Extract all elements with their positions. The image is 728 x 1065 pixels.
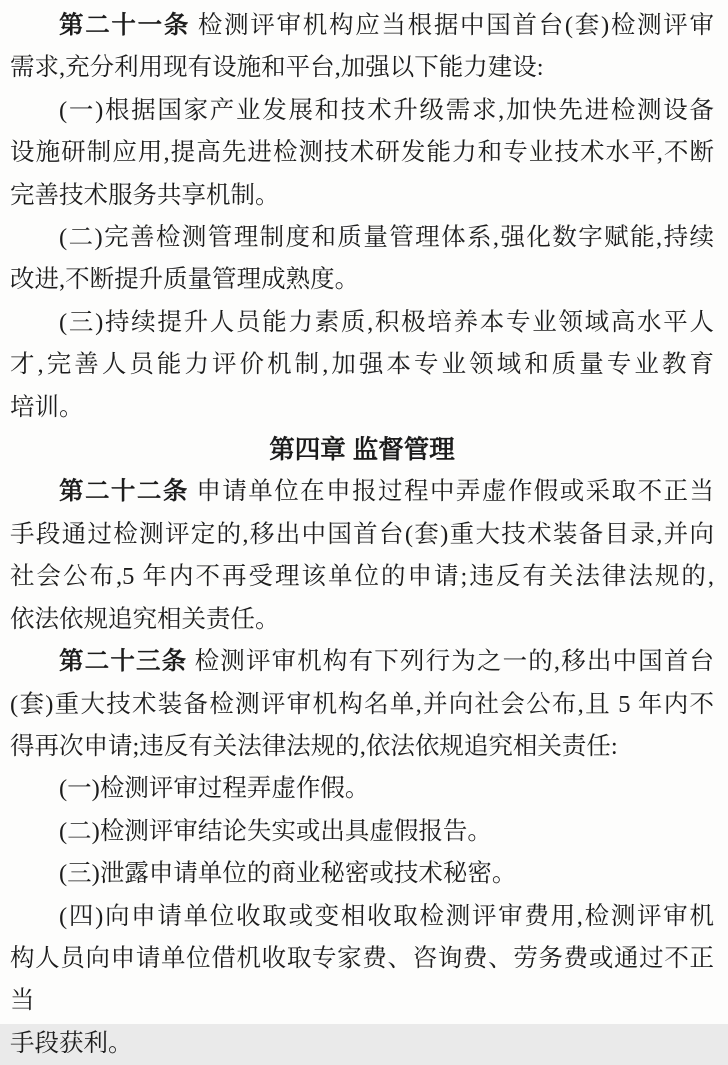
- article-21-line-1: [10, 5, 714, 47]
- body-text: 检测评审机构有下列行为之一的,移出中国首台: [187, 648, 715, 676]
- article-22-line-3: [10, 556, 714, 598]
- body-text: 申请单位在申报过程中弄虚作假或采取不正当: [188, 478, 715, 506]
- article-22-line-4: [10, 599, 714, 641]
- article-23-item-4-line-2: [10, 938, 714, 1023]
- article-21-item-2-line-2: [10, 259, 714, 301]
- body-text: (二)完善检测管理制度和质量管理体系,强化数字赋能,持续: [59, 224, 714, 252]
- bold-label-text: 第二十二条: [59, 478, 189, 506]
- bold-label-text: 第二十三条: [59, 648, 188, 676]
- body-text: 检测评审机构应当根据中国首台(套)检测评审: [190, 12, 714, 39]
- article-21-item-1-line-1: [10, 90, 714, 132]
- body-text: 手段获利。: [10, 1029, 133, 1057]
- article-23-item-4-line-1: [10, 896, 714, 938]
- body-text: 得再次申请;违反有关法律法规的,依法依规追究相关责任:: [10, 732, 618, 760]
- body-text: 构人员向申请单位借机收取专家费、咨询费、劳务费或通过不正当: [10, 944, 714, 1015]
- body-text: 才,完善人员能力评价机制,加强本专业领域和质量专业教育: [10, 351, 714, 379]
- article-23-item-4-line-3: [10, 1023, 714, 1065]
- article-21-item-3-line-2: [10, 344, 714, 386]
- body-text: 培训。: [10, 393, 84, 421]
- article-21-item-1-line-2: [10, 132, 714, 174]
- article-21-line-2: [10, 47, 714, 89]
- bold-label-text: 第二十一条: [59, 12, 191, 39]
- article-21-item-3-line-1: [10, 302, 714, 344]
- article-23-line-2: [10, 684, 714, 726]
- body-text: 社会公布,5 年内不再受理该单位的申请;违反有关法律法规的,: [10, 563, 714, 591]
- body-text: (二)检测评审结论失实或出具虚假报告。: [59, 817, 492, 845]
- body-text: 手段通过检测评定的,移出中国首台(套)重大技术装备目录,并向: [10, 520, 714, 548]
- body-text: 改进,不断提升质量管理成熟度。: [10, 266, 360, 294]
- body-text: 完善技术服务共享机制。: [10, 181, 280, 209]
- article-23-item-2: [10, 811, 714, 853]
- article-23-line-1: [10, 641, 714, 683]
- article-22-line-1: [10, 471, 714, 513]
- article-21-item-3-line-3: [10, 387, 714, 429]
- body-text: 设施研制应用,提高先进检测技术研发能力和专业技术水平,不断: [10, 139, 714, 167]
- article-23-item-1: [10, 768, 714, 810]
- body-text: (套)重大技术装备检测评审机构名单,并向社会公布,且 5 年内不: [10, 690, 714, 718]
- body-text: (三)泄露申请单位的商业秘密或技术秘密。: [59, 860, 517, 888]
- article-21-item-1-line-3: [10, 175, 714, 217]
- article-22-line-2: [10, 514, 714, 556]
- body-text: (四)向申请单位收取或变相收取检测评审费用,检测评审机: [59, 902, 714, 930]
- body-text: (三)持续提升人员能力素质,积极培养本专业领域高水平人: [59, 308, 714, 336]
- body-text: 需求,充分利用现有设施和平台,加强以下能力建设:: [10, 54, 544, 82]
- chapter-heading: [10, 429, 714, 471]
- body-text: (一)检测评审过程弄虚作假。: [59, 775, 370, 803]
- article-23-item-3: [10, 853, 714, 895]
- article-23-line-3: [10, 726, 714, 768]
- body-text: (一)根据国家产业发展和技术升级需求,加快先进检测设备: [59, 96, 714, 124]
- bold-label-text: 第四章 监督管理: [269, 436, 455, 465]
- body-text: 依法依规追究相关责任。: [10, 605, 280, 633]
- article-21-item-2-line-1: [10, 217, 714, 259]
